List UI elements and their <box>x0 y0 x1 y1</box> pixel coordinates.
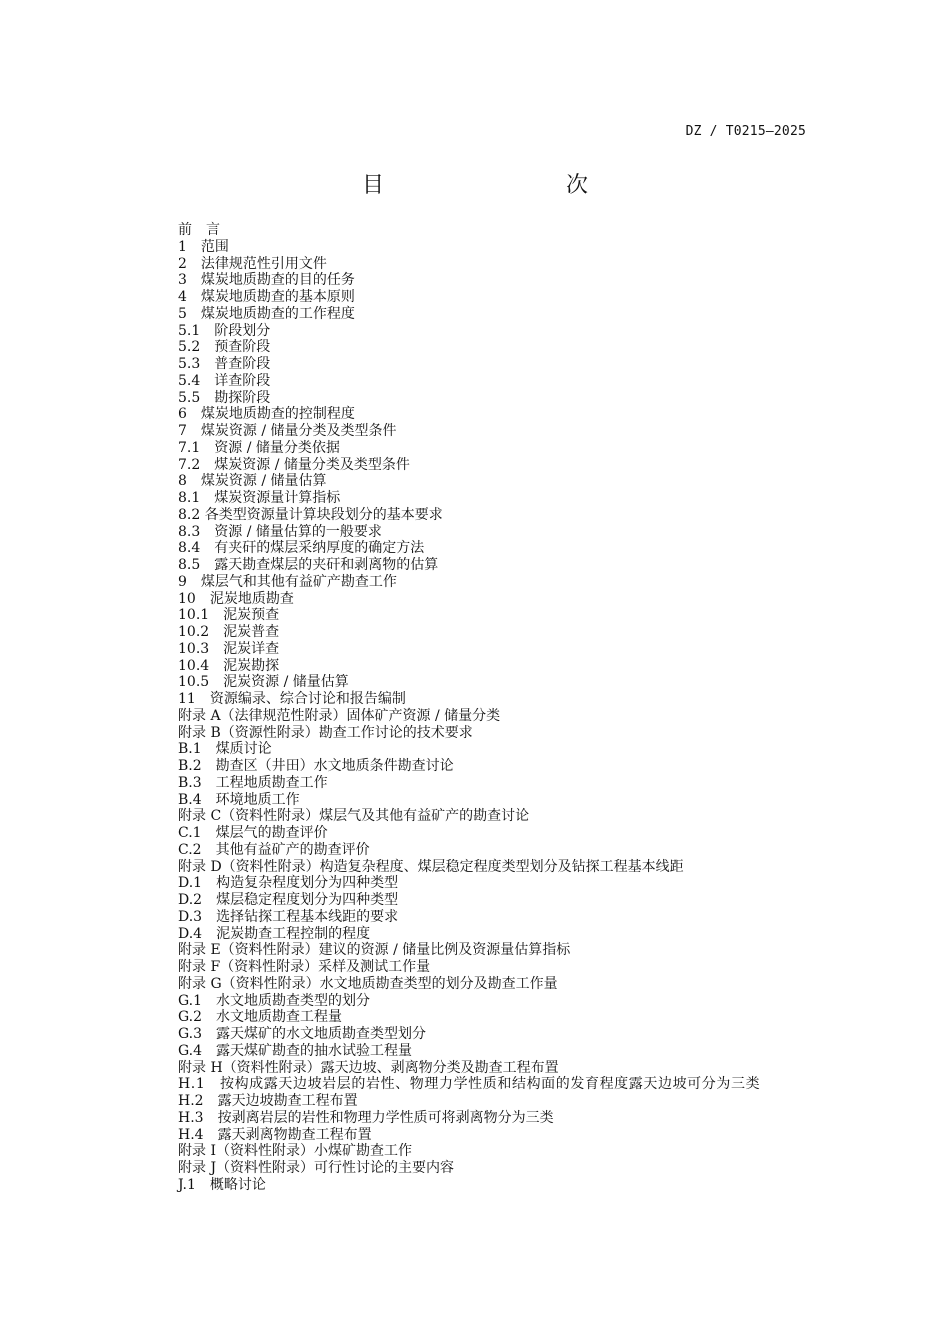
toc-entry: 11 资源编录、综合讨论和报告编制 <box>178 691 406 707</box>
toc-entry: 附录 G（资料性附录）水文地质勘查类型的划分及勘查工作量 <box>178 975 558 992</box>
toc-entry: D.4 泥炭勘查工程控制的程度 <box>178 925 371 942</box>
toc-entry: G.4 露天煤矿勘查的抽水试验工程量 <box>178 1042 413 1059</box>
toc-entry: 附录 E（资料性附录）建议的资源 / 储量比例及资源量估算指标 <box>178 942 571 959</box>
toc-entry: 5 煤炭地质勘查的工作程度 <box>178 305 355 322</box>
toc-entry: 10 泥炭地质勘查 <box>178 590 294 607</box>
toc-entry: C.2 其他有益矿产的勘查评价 <box>178 841 370 858</box>
standard-code: DZ / T0215—2025 <box>685 124 806 139</box>
toc-entry: 8.3 资源 / 储量估算的一般要求 <box>178 523 382 540</box>
toc-entry: 10.3 泥炭详查 <box>178 640 280 657</box>
toc-entry: H.2 露天边坡勘查工程布置 <box>178 1093 358 1109</box>
toc-entry: 8.5 露天勘查煤层的夹矸和剥离物的估算 <box>178 557 439 573</box>
toc-entry: 附录 D（资料性附录）构造复杂程度、煤层稳定程度类型划分及钻探工程基本线距 <box>178 858 684 875</box>
toc-entry: G.3 露天煤矿的水文地质勘查类型划分 <box>178 1026 427 1042</box>
toc-entry: 附录 I（资料性附录）小煤矿勘查工作 <box>178 1143 412 1160</box>
toc-entry: 6 煤炭地质勘查的控制程度 <box>178 406 355 423</box>
toc-entry: 8.2 各类型资源量计算块段划分的基本要求 <box>178 506 443 523</box>
toc-entry: B.4 环境地质工作 <box>178 791 300 808</box>
toc-entry: 附录 H（资料性附录）露天边坡、剥离物分类及勘查工程布置 <box>178 1059 559 1076</box>
toc-entry: 10.1 泥炭预查 <box>178 607 280 624</box>
table-of-contents <box>178 222 808 1194</box>
toc-entry: G.2 水文地质勘查工程量 <box>178 1009 343 1026</box>
toc-entry: 附录 B（资源性附录）勘查工作讨论的技术要求 <box>178 724 473 741</box>
toc-entry: 5.3 普查阶段 <box>178 356 271 372</box>
toc-entry: D.1 构造复杂程度划分为四种类型 <box>178 875 399 892</box>
toc-entry: 10.4 泥炭勘探 <box>178 657 280 674</box>
toc-entry: 附录 C（资料性附录）煤层气及其他有益矿产的勘查讨论 <box>178 808 530 825</box>
toc-entry: 5.1 阶段划分 <box>178 322 271 339</box>
toc-entry: 附录 J（资料性附录）可行性讨论的主要内容 <box>178 1160 455 1176</box>
toc-entry: 8.4 有夹矸的煤层采纳厚度的确定方法 <box>178 540 425 557</box>
toc-entry: H.4 露天剥离物勘查工程布置 <box>178 1126 372 1143</box>
toc-entry: 9 煤层气和其他有益矿产勘查工作 <box>178 573 397 590</box>
toc-entry: 4 煤炭地质勘查的基本原则 <box>178 289 355 305</box>
toc-entry: 3 煤炭地质勘查的目的任务 <box>178 272 355 289</box>
toc-entry: 8 煤炭资源 / 储量估算 <box>178 473 327 490</box>
toc-entry: B.2 勘查区（井田）水文地质条件勘查讨论 <box>178 758 454 774</box>
toc-entry: 7.2 煤炭资源 / 储量分类及类型条件 <box>178 456 410 473</box>
toc-entry: B.1 煤质讨论 <box>178 741 272 758</box>
toc-entry: H.3 按剥离岩层的岩性和物理力学性质可将剥离物分为三类 <box>178 1109 554 1126</box>
toc-entry: 附录 A（法律规范性附录）固体矿产资源 / 储量分类 <box>178 707 501 724</box>
toc-entry: 1 范围 <box>178 238 229 255</box>
toc-entry: 7 煤炭资源 / 储量分类及类型条件 <box>178 423 397 439</box>
toc-entry: 5.4 详查阶段 <box>178 372 271 389</box>
toc-entry: 8.1 煤炭资源量计算指标 <box>178 490 341 506</box>
toc-entry: H.1 按构成露天边坡岩层的岩性、物理力学性质和结构面的发育程度露天边坡可分为三类 <box>178 1076 761 1093</box>
toc-entry: B.3 工程地质勘查工作 <box>178 774 328 791</box>
toc-entry: G.1 水文地质勘查类型的划分 <box>178 992 371 1009</box>
toc-entry: 7.1 资源 / 储量分类依据 <box>178 439 340 456</box>
toc-entry: J.1 概略讨论 <box>178 1176 266 1193</box>
toc-entry: C.1 煤层气的勘查评价 <box>178 825 328 841</box>
toc-entry: 10.5 泥炭资源 / 储量估算 <box>178 674 349 691</box>
toc-entry: 10.2 泥炭普查 <box>178 624 280 640</box>
page-title: 目 次 <box>361 173 634 198</box>
toc-entry: 5.2 预查阶段 <box>178 339 271 356</box>
toc-entry: 附录 F（资料性附录）采样及测试工作量 <box>178 959 431 975</box>
toc-entry: 5.5 勘探阶段 <box>178 389 271 406</box>
toc-entry: D.3 选择钻探工程基本线距的要求 <box>178 908 399 925</box>
toc-entry: 前 言 <box>178 222 220 238</box>
toc-entry: 2 法律规范性引用文件 <box>178 255 327 272</box>
toc-entry: D.2 煤层稳定程度划分为四种类型 <box>178 892 399 908</box>
